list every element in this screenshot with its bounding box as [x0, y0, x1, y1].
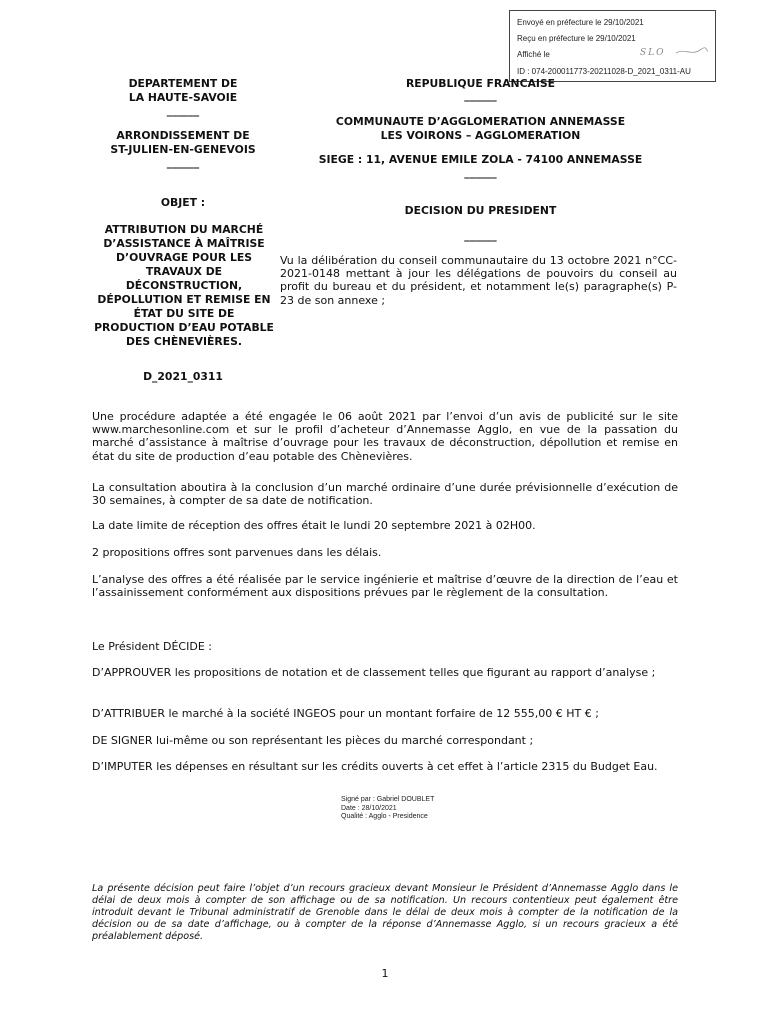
republique-separator: ______: [464, 89, 497, 102]
communaute-heading: COMMUNAUTE D’AGGLOMERATION ANNEMASSE LES VOIRONS – AGGLOMERATION: [335, 115, 626, 142]
arrondissement-heading: ARRONDISSEMENT DE ST-JULIEN-EN-GENEVOIS: [110, 129, 256, 156]
objet-label: OBJET :: [160, 196, 206, 209]
legal-recourse-note: La présente décision peut faire l’objet d’un recours gracieux devant Monsieur le Président d’Annemasse Agglo dans le délai de deux mois à compter de son affichage ou de sa notification. Un recours contentieux peut également être introduit devant le Tribunal administratif de Grenoble dans le délai de deux mois à compter de la notification de la décision ou de sa date d’affichage, ou à compter de la réponse d’Annemasse Agglo, si un recours gracieux a été préalablement déposé.: [92, 883, 678, 942]
body-paragraph-offers: 2 propositions offres sont parvenues dans les délais.: [92, 546, 382, 559]
signature-signed-by: Signé par : Gabriel DOUBLET: [341, 796, 435, 803]
objet-text: ATTRIBUTION DU MARCHÉ D’ASSISTANCE À MAÎTRISE D’OUVRAGE POUR LES TRAVAUX DE DÉCONSTRUCTION, DÉPOLLUTION ET REMISE EN ÉTAT DU SITE DE PRODUCTION D’EAU POTABLE DES CHÈNEVIÈRES.: [94, 223, 274, 348]
decision-separator: ______: [464, 229, 497, 242]
body-paragraph-deadline: La date limite de réception des offres était le lundi 20 septembre 2021 à 02H00.: [92, 519, 536, 532]
body-paragraph-sign: DE SIGNER lui-même ou son représentant les pièces du marché correspondant ;: [92, 734, 534, 747]
prefecture-stamp: [509, 10, 716, 82]
stamp-received: Reçu en préfecture le 29/10/2021: [517, 34, 636, 43]
body-paragraph-decides: Le Président DÉCIDE :: [92, 640, 212, 653]
signature-date: Date : 28/10/2021: [341, 804, 397, 812]
stamp-scribble-mark: [638, 46, 710, 58]
signature-qualite: Qualité : Agglo - Presidence: [341, 813, 428, 820]
stamp-sent: Envoyé en préfecture le 29/10/2021: [517, 18, 644, 27]
siege-address: SIEGE : 11, AVENUE EMILE ZOLA - 74100 ANNEMASSE: [318, 153, 643, 166]
page-number: 1: [381, 967, 389, 980]
body-paragraph-impute: D’IMPUTER les dépenses en résultant sur les crédits ouverts à cet effet à l’article 2315 du Budget Eau.: [92, 760, 658, 773]
signature-block: [341, 796, 434, 822]
body-paragraph-procedure: Une procédure adaptée a été engagée le 06 août 2021 par l’envoi d’un avis de publicité sur le site www.marchesonline.com et sur le profil d’acheteur d’Annemasse Agglo, en vue de la passation du marché d’assistance à maîtrise d’ouvrage pour les travaux de déconstruction, dépollution et remise en état du site de production d’eau potable des Chènevières.: [92, 410, 678, 463]
department-heading: DEPARTEMENT DE LA HAUTE-SAVOIE: [128, 77, 238, 104]
stamp-id: ID : 074-200011773-20211028-D_2021_0311-AU: [517, 67, 691, 76]
body-paragraph-analysis: L’analyse des offres a été réalisée par le service ingénierie et maîtrise d’œuvre de la direction de l’eau et l’assainissement conformément aux dispositions prévues par le règlement de la consultation.: [92, 573, 678, 600]
stamp-posted: Affiché le: [517, 50, 550, 59]
vu-paragraph: Vu la délibération du conseil communautaire du 13 octobre 2021 n°CC-2021-0148 mettant à jour les délégations de pouvoirs du conseil au profit du bureau et du président, et notamment le(s) paragraphe(s) P-23 de son annexe ;: [280, 254, 677, 307]
decision-title: DECISION DU PRESIDENT: [404, 204, 557, 217]
body-paragraph-approve: D’APPROUVER les propositions de notation et de classement telles que figurant au rapport d’analyse ;: [92, 666, 656, 679]
department-separator: ______: [166, 104, 200, 117]
stamp-scribble-text: SLO: [640, 48, 666, 58]
body-paragraph-award: D’ATTRIBUER le marché à la société INGEOS pour un montant forfaire de 12 555,00 € HT € ;: [92, 707, 599, 720]
decision-reference: D_2021_0311: [143, 370, 223, 383]
siege-separator: ______: [464, 166, 497, 179]
republique-heading: REPUBLIQUE FRANCAISE: [405, 77, 556, 90]
arrondissement-separator: ______: [166, 156, 200, 169]
body-paragraph-consultation: La consultation aboutira à la conclusion d’un marché ordinaire d’une durée prévisionnelle d’exécution de 30 semaines, à compter de sa date de notification.: [92, 481, 678, 508]
